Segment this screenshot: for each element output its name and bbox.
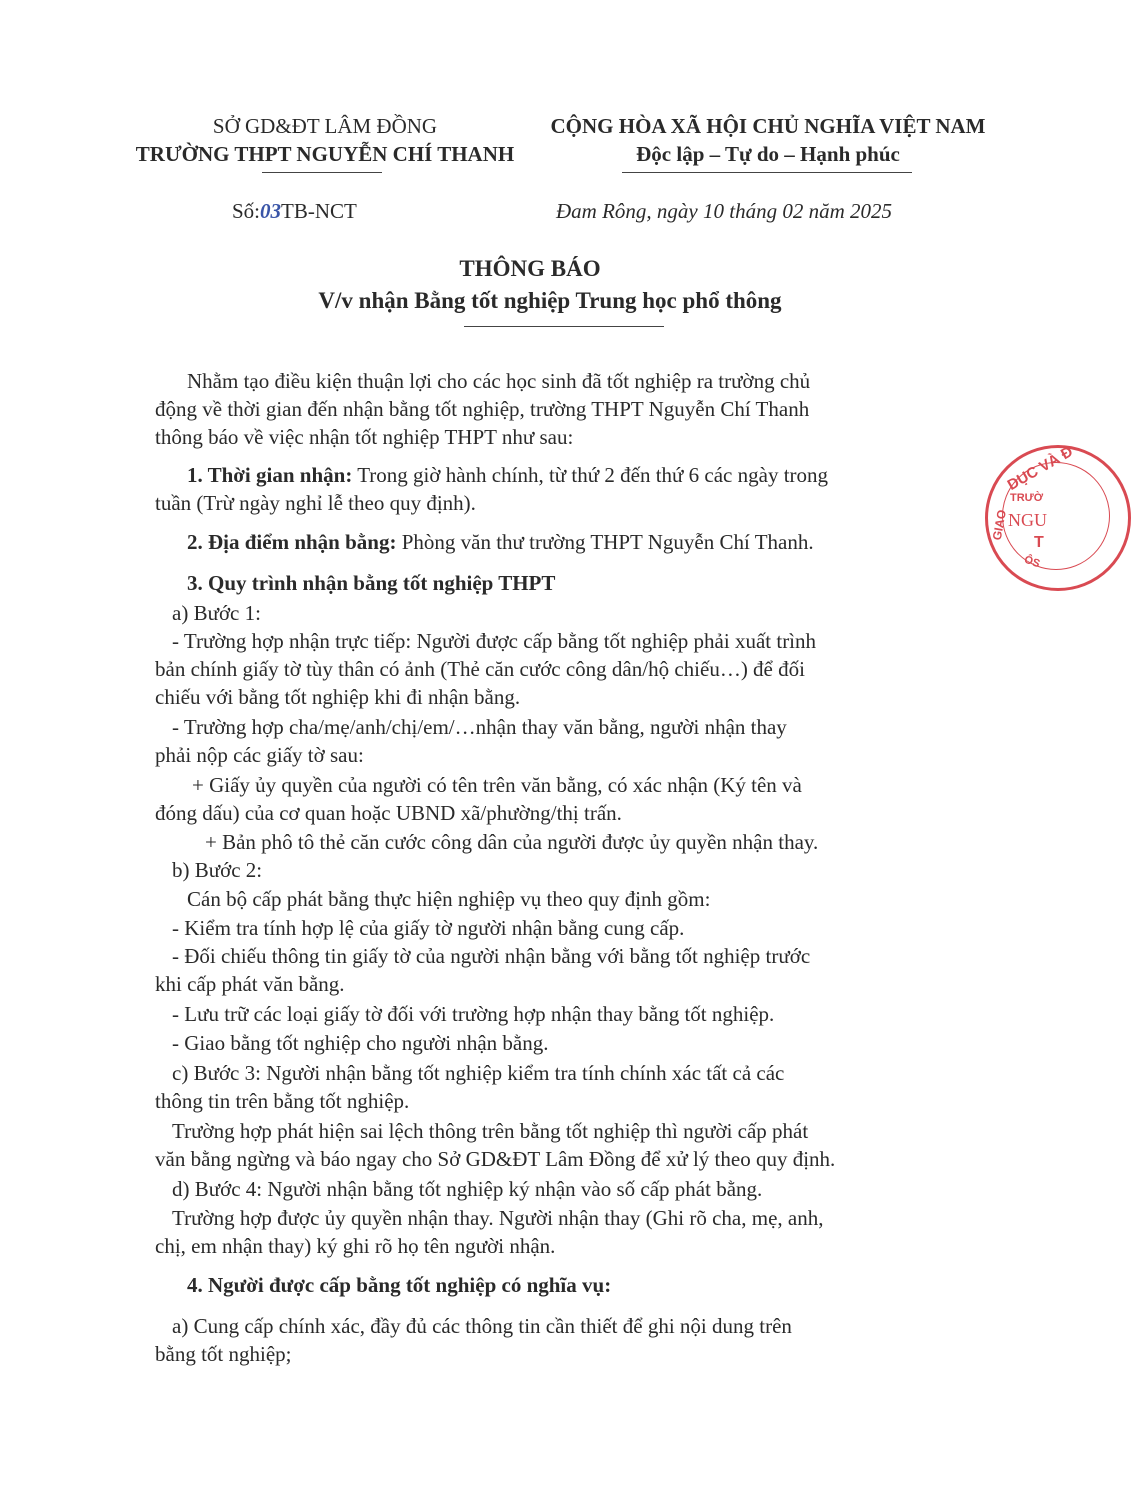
official-seal <box>985 445 1131 591</box>
section-3-line: văn bằng ngừng và báo ngay cho Sở GD&ĐT Lâm Đồng để xử lý theo quy định. <box>155 1147 836 1171</box>
seal-text: DỤC VÀ Đ <box>1004 443 1076 494</box>
section-3-line: + Giấy ủy quyền của người có tên trên văn bằng, có xác nhận (Ký tên và <box>192 773 802 797</box>
agency-name: SỞ GD&ĐT LÂM ĐỒNG <box>212 114 438 138</box>
motto-underline <box>622 172 912 173</box>
section-1-line: tuần (Trừ ngày nghỉ lễ theo quy định). <box>155 491 476 515</box>
place-date: Đam Rông, ngày 10 tháng 02 năm 2025 <box>556 199 892 223</box>
seal-text: GIAO <box>989 508 1009 542</box>
section-3-line: a) Bước 1: <box>172 601 261 625</box>
seal-text: T <box>1034 534 1044 551</box>
seal-text: TRƯỜ <box>1010 492 1044 504</box>
section-1 <box>187 463 828 488</box>
section-4-line: a) Cung cấp chính xác, đầy đủ các thông tin cần thiết để ghi nội dung trên <box>172 1314 792 1338</box>
section-3-line: - Lưu trữ các loại giấy tờ đối với trường hợp nhận thay bằng tốt nghiệp. <box>172 1002 775 1026</box>
school-underline <box>262 172 382 173</box>
document-number-handwritten: 03 <box>260 199 282 223</box>
section-2-label: 2. Địa điểm nhận bằng: <box>187 530 397 554</box>
section-3-line: thông tin trên bằng tốt nghiệp. <box>155 1089 410 1113</box>
section-3-line: c) Bước 3: Người nhận bằng tốt nghiệp kiểm tra tính chính xác tất cả các <box>172 1061 785 1085</box>
section-1-text: Trong giờ hành chính, từ thứ 2 đến thứ 6 các ngày trong <box>352 463 829 487</box>
section-3-line: Cán bộ cấp phát bằng thực hiện nghiệp vụ theo quy định gồm: <box>187 887 711 911</box>
section-3-line: - Đối chiếu thông tin giấy tờ của người nhận bằng với bằng tốt nghiệp trước <box>172 944 811 968</box>
section-3-line: Trường hợp phát hiện sai lệch thông trên bằng tốt nghiệp thì người cấp phát <box>172 1119 809 1143</box>
seal-text: NGU <box>1008 510 1047 530</box>
section-3-line: + Bản phô tô thẻ căn cước công dân của người được ủy quyền nhận thay. <box>205 830 819 854</box>
document-title: THÔNG BÁO <box>459 256 601 281</box>
section-3-line: - Kiểm tra tính hợp lệ của giấy tờ người nhận bằng cung cấp. <box>172 916 685 940</box>
section-3-line: đóng dấu) của cơ quan hoặc UBND xã/phường/thị trấn. <box>155 801 622 825</box>
intro-line: thông báo về việc nhận tốt nghiệp THPT như sau: <box>155 425 574 449</box>
section-1-label: 1. Thời gian nhận: <box>187 463 353 487</box>
section-3-line: - Trường hợp cha/mẹ/anh/chị/em/…nhận thay văn bằng, người nhận thay <box>172 715 787 739</box>
document-subtitle: V/v nhận Bằng tốt nghiệp Trung học phổ thông <box>318 288 782 313</box>
section-3-line: d) Bước 4: Người nhận bằng tốt nghiệp ký nhận vào số cấp phát bằng. <box>172 1177 763 1201</box>
national-motto: Độc lập – Tự do – Hạnh phúc <box>636 142 900 166</box>
document-number-prefix: Số: <box>232 199 261 223</box>
document-number <box>232 199 357 224</box>
section-3-line: - Trường hợp nhận trực tiếp: Người được cấp bằng tốt nghiệp phải xuất trình <box>172 629 817 653</box>
section-3-line: Trường hợp được ủy quyền nhận thay. Người nhận thay (Ghi rõ cha, mẹ, anh, <box>172 1206 824 1230</box>
section-2-text: Phòng văn thư trường THPT Nguyễn Chí Thanh. <box>396 530 814 554</box>
section-3-heading: 3. Quy trình nhận bằng tốt nghiệp THPT <box>187 571 556 595</box>
section-4-line: bằng tốt nghiệp; <box>155 1342 292 1366</box>
section-3-line: bản chính giấy tờ tùy thân có ảnh (Thẻ căn cước công dân/hộ chiếu…) để đối <box>155 657 805 681</box>
seal-text: ÔS <box>1022 553 1042 571</box>
section-3-line: b) Bước 2: <box>172 858 263 882</box>
title-underline <box>464 326 664 327</box>
section-3-line: - Giao bằng tốt nghiệp cho người nhận bằng. <box>172 1031 549 1055</box>
section-2 <box>187 530 814 555</box>
section-3-line: chiếu với bằng tốt nghiệp khi đi nhận bằng. <box>155 685 521 709</box>
section-3-line: phải nộp các giấy tờ sau: <box>155 743 364 767</box>
section-3-line: chị, em nhận thay) ký ghi rõ họ tên người nhận. <box>155 1234 556 1258</box>
section-4-heading: 4. Người được cấp bằng tốt nghiệp có nghĩa vụ: <box>187 1273 612 1297</box>
section-3-line: khi cấp phát văn bằng. <box>155 972 345 996</box>
school-name: TRƯỜNG THPT NGUYỄN CHÍ THANH <box>135 142 515 166</box>
intro-line: động về thời gian đến nhận bằng tốt nghiệp, trường THPT Nguyễn Chí Thanh <box>155 397 810 421</box>
national-title: CỘNG HÒA XÃ HỘI CHỦ NGHĨA VIỆT NAM <box>550 114 986 138</box>
intro-line: Nhằm tạo điều kiện thuận lợi cho các học sinh đã tốt nghiệp ra trường chủ <box>187 369 811 393</box>
document-number-suffix: TB-NCT <box>281 199 357 223</box>
